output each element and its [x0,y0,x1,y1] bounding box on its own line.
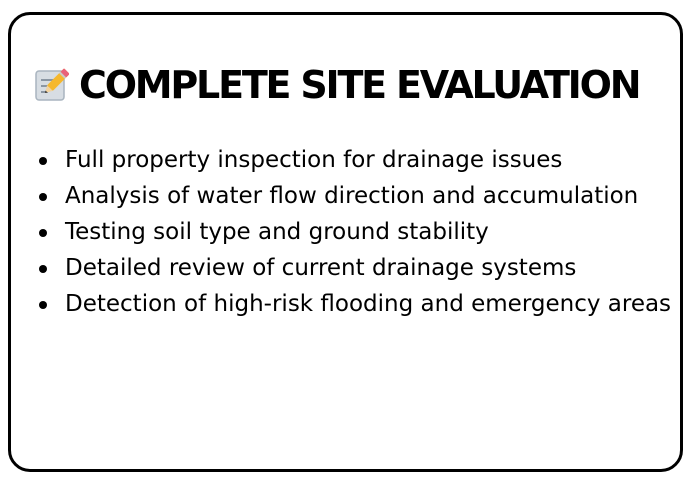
list-item-text: Full property inspection for drainage issues [65,147,563,173]
card-title: COMPLETE SITE EVALUATION [79,63,640,107]
bullet-icon [39,301,47,309]
memo-icon [33,67,69,103]
list-item-text: Detailed review of current drainage systems [65,255,577,281]
bullet-icon [39,157,47,165]
list-item [33,179,673,214]
list-item [33,251,673,286]
bullet-icon [39,193,47,201]
card-header [33,63,639,107]
bullet-icon [39,229,47,237]
evaluation-list [33,143,673,323]
list-item [33,143,673,178]
bullet-icon [39,265,47,273]
list-item-text: Testing soil type and ground stability [65,219,489,245]
list-item-text: Analysis of water flow direction and accumulation [65,183,639,209]
list-item [33,287,673,322]
site-evaluation-card [8,12,683,472]
list-item-text: Detection of high-risk flooding and emergency areas [65,291,672,317]
list-item [33,215,673,250]
